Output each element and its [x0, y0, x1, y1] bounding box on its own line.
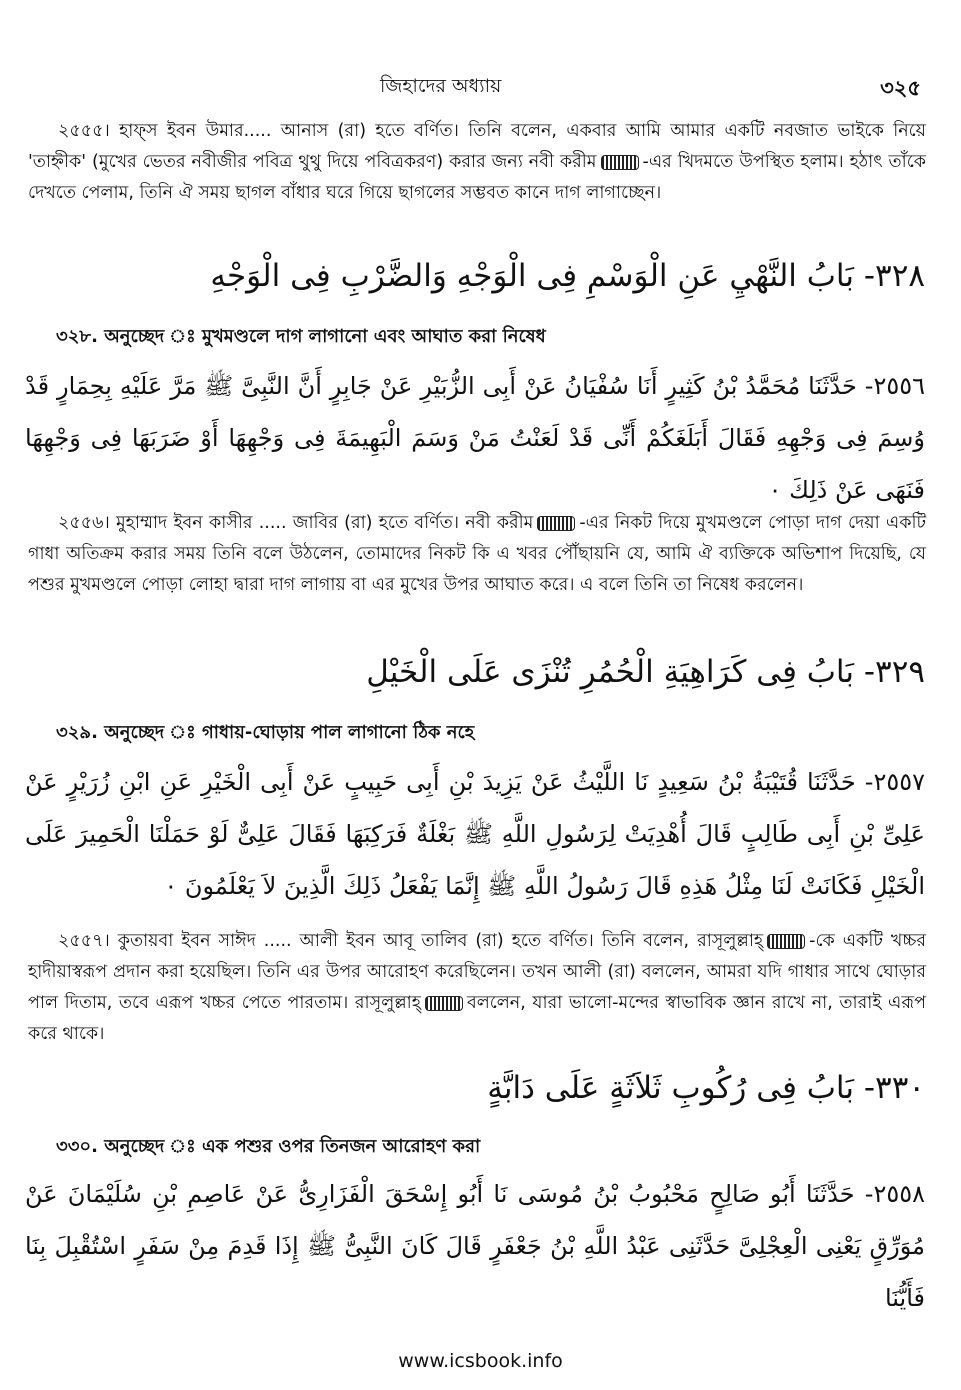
- arabic-chapter-heading: ٣٢٩- بَابُ فِى كَرَاهِيَةِ الْحُمُرِ تُنْزَى عَلَى الْخَيْلِ: [366, 654, 925, 690]
- paragraph-text: -এর খিদমতে উপস্থিত হলাম। হঠাৎ তাঁকে দেখতে পেলাম, তিনি ঐ সময় ছাগল বাঁধার ঘরে গিয়ে ছাগলের সম্ভবত কানে দাগ লাগাচ্ছেন।: [28, 152, 926, 203]
- section-heading: ৩২৯. অনুচ্ছেদ ঃ গাধায়-ঘোড়ায় পাল লাগানো ঠিক নহে: [56, 722, 475, 743]
- page-header: [0, 72, 961, 102]
- arabic-hadith-text: ٢٥٥٦- حَدَّثَنَا مُحَمَّدُ بْنُ كَثِيرٍ أَنَا سُفْيَانُ عَنْ أَبِى الزُّبَيْرِ عَنْ جَابِرٍ أَنَّ النَّبِىَّ ﷺ مَرَّ عَلَيْهِ بِحِمَارٍ قَدْ وُسِمَ فِى وَجْهِهِ فَقَالَ أَبَلَغَكُمْ أَنِّى قَدْ لَعَنْتُ مَنْ وَسَمَ الْبَهِيمَةَ فِى وَجْهِهَا أَوْ ضَرَبَهَا فِى وَجْهِهَا فَنَهَى عَنْ ذَلِكَ ٠: [25, 372, 925, 504]
- paragraph-2557: [28, 926, 926, 1050]
- paragraph-text: ২৫৫৫। হাফ্স ইবন উমার..... আনাস (রা) হতে বর্ণিত। তিনি বলেন, একবার আমি আমার একটি নবজাত ভাইকে নিয়ে 'তাহ্নীক' (মুখের ভেতর নবীজীর পবিত্র থুথু দিয়ে পবিত্রকরণ) করার জন্য নবী করীম: [28, 121, 926, 172]
- salutation-icon: [601, 155, 639, 170]
- paragraph-2556: [28, 508, 926, 601]
- chapter-title: জিহাদের অধ্যায়: [380, 75, 502, 97]
- salutation-icon: [537, 516, 575, 531]
- salutation-icon: [767, 934, 805, 949]
- arabic-hadith-text: ٢٥٥٨- حَدَّثَنَا أَبُو صَالِحٍ مَحْبُوبُ بْنُ مُوسَى نَا أَبُو إِسْحَقَ الْفَزَارِىُّ عَنْ عَاصِمِ بْنِ سُلَيْمَانَ عَنْ مُوَرِّقٍ يَعْنِى الْعِجْلِىَّ حَدَّثَنِى عَبْدُ اللَّهِ بْنُ جَعْفَرٍ قَالَ كَانَ النَّبِىُّ ﷺ إِذَا قَدِمَ مِنْ سَفَرٍ اسْتُقْبِلَ بِنَا فَأَيُّنَا: [25, 1180, 925, 1312]
- paragraph-text: বললেন, যারা ভালো-মন্দের স্বাভাবিক জ্ঞান রাখে না, তারাই এরূপ করে থাকে।: [28, 993, 926, 1044]
- page-number: ৩২৫: [880, 76, 921, 100]
- section-heading: ৩২৮. অনুচ্ছেদ ঃ মুখমণ্ডলে দাগ লাগানো এবং আঘাত করা নিষেধ: [56, 326, 546, 347]
- arabic-chapter-heading: ٣٢٨- بَابُ النَّهْيِ عَنِ الْوَسْمِ فِى الْوَجْهِ وَالضَّرْبِ فِى الْوَجْهِ: [210, 258, 925, 294]
- arabic-chapter-heading: ٣٣٠- بَابُ فِى رُكُوبِ ثَلاَثَةٍ عَلَى دَابَّةٍ: [487, 1070, 925, 1106]
- arabic-hadith-text: ٢٥٥٧- حَدَّثَنَا قُتَيْبَةُ بْنُ سَعِيدٍ نَا اللَّيْثُ عَنْ يَزِيدَ بْنِ أَبِى حَبِيبٍ عَنْ أَبِى الْخَيْرِ عَنِ ابْنِ زُرَيْرٍ عَنْ عَلِىِّ بْنِ أَبِى طَالِبٍ قَالَ أُهْدِيَتْ لِرَسُولِ اللَّهِ ﷺ بَغْلَةٌ فَرَكِبَهَا فَقَالَ عَلِىٌّ لَوْ حَمَلْنَا الْحَمِيرَ عَلَى الْخَيْلِ فَكَانَتْ لَنَا مِثْلُ هَذِهِ قَالَ رَسُولُ اللَّهِ ﷺ إِنَّمَا يَفْعَلُ ذَلِكَ الَّذِينَ لاَ يَعْلَمُونَ ٠: [25, 768, 925, 900]
- paragraph-text: -এর নিকট দিয়ে মুখমণ্ডলে পোড়া দাগ দেয়া একটি গাধা অতিক্রম করার সময় তিনি বলে উঠলেন, তোমাদের নিকট কি এ খবর পৌঁছায়নি যে, আমি ঐ ব্যক্তিকে অভিশাপ দিয়েছি, যে পশুর মুখমণ্ডলে পোড়া লোহা দ্বারা দাগ লাগায় বা এর মুখের উপর আঘাত করে। এ বলে তিনি তা নিষেধ করলেন।: [28, 513, 926, 595]
- section-heading: ৩৩০. অনুচ্ছেদ ঃ এক পশুর ওপর তিনজন আরোহণ করা: [56, 1136, 481, 1157]
- footer-url: www.icsbook.info: [398, 1350, 563, 1372]
- paragraph-text: -কে একটি খচ্চর হাদীয়াস্বরূপ প্রদান করা হয়েছিল। তিনি এর উপর আরোহণ করেছিলেন। তখন আলী (রা) বললেন, আমরা যদি গাধার সাথে ঘোড়ার পাল দিতাম, তবে এরূপ খচ্চর পেতে পারতাম। রাসূলুল্লাহ্: [28, 931, 926, 1013]
- salutation-icon: [425, 996, 463, 1011]
- paragraph-2555: [28, 116, 926, 209]
- paragraph-text: ২৫৫৬। মুহাম্মাদ ইবন কাসীর ..... জাবির (রা) হতে বর্ণিত। নবী করীম: [58, 513, 534, 533]
- paragraph-text: ২৫৫৭। কুতায়বা ইবন সাঈদ ..... আলী ইবন আবূ তালিব (রা) হতে বর্ণিত। তিনি বলেন, রাসূলুল্লাহ্: [58, 931, 764, 951]
